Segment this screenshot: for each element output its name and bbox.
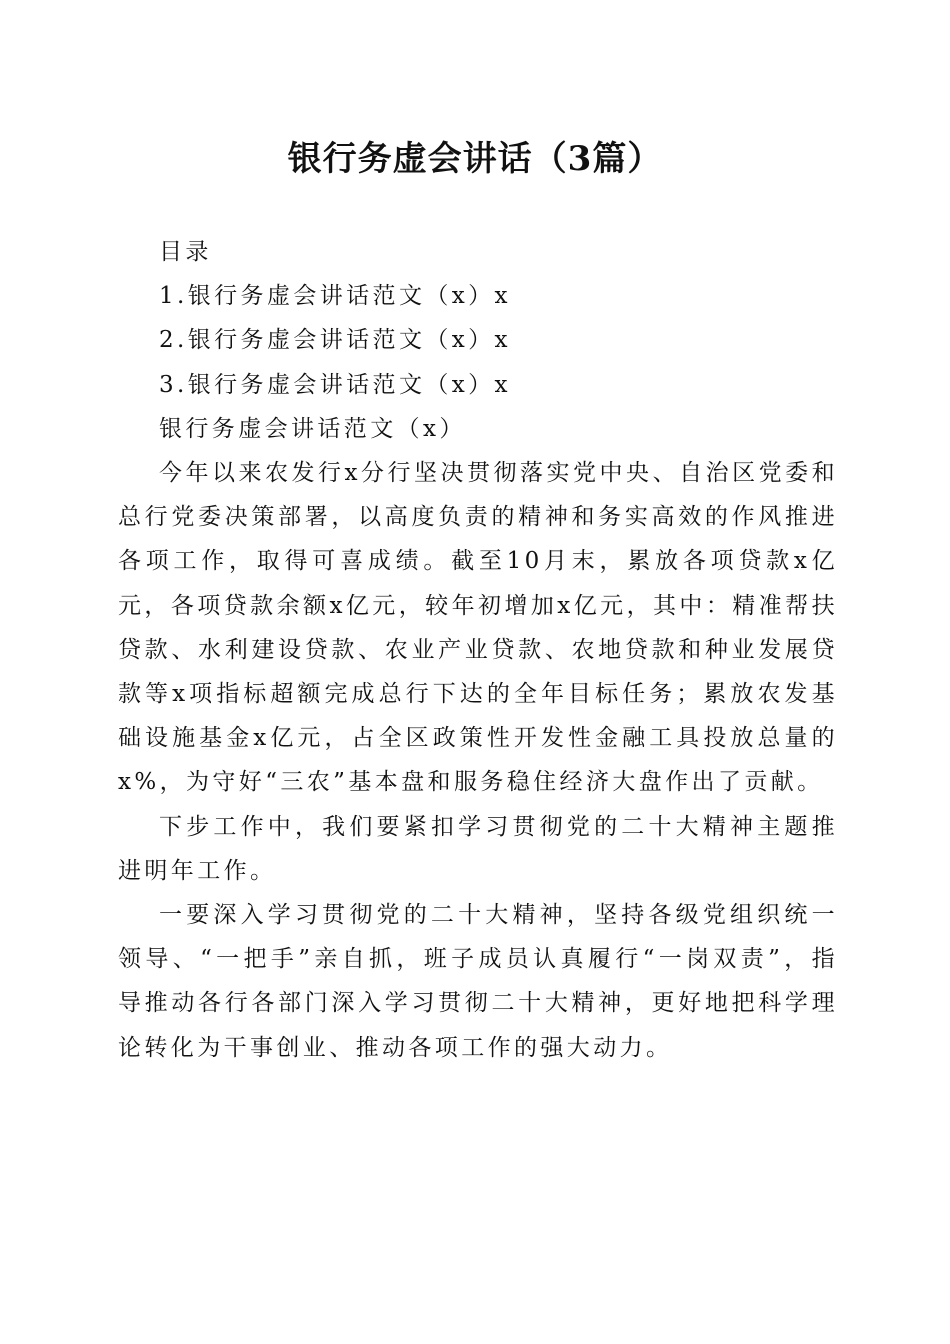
toc-heading: 目录 xyxy=(159,239,212,265)
document-body xyxy=(118,230,838,1070)
toc-item: 3.银行务虚会讲话范文（x）x xyxy=(159,371,511,398)
body-paragraph: 今年以来农发行x分行坚决贯彻落实党中央、自治区党委和总行党委决策部署，以高度负责的精神和务实高效的作风推进各项工作，取得可喜成绩。截至10月末，累放各项贷款x亿元，各项贷款余额x亿元，较年初增加x亿元，其中：精准帮扶贷款、水利建设贷款、农业产业贷款、农地贷款和种业发展贷款等x项指标超额完成总行下达的全年目标任务；累放农发基础设施基金x亿元，占全区政策性开发性金融工具投放总量的x%，为守好“三农”基本盘和服务稳住经济大盘作出了贡献。 xyxy=(118,460,838,796)
toc-item: 2.银行务虚会讲话范文（x）x xyxy=(159,327,511,354)
body-paragraph: 一要深入学习贯彻党的二十大精神，坚持各级党组织统一领导、“一把手”亲自抓，班子成员认真履行“一岗双责”，指导推动各行各部门深入学习贯彻二十大精神，更好地把科学理论转化为干事创业、推动各项工作的强大动力。 xyxy=(118,902,838,1061)
toc-item: 1.银行务虚会讲话范文（x）x xyxy=(159,283,511,310)
document-title: 银行务虚会讲话（3篇） xyxy=(287,139,663,179)
body-paragraph: 下步工作中，我们要紧扣学习贯彻党的二十大精神主题推进明年工作。 xyxy=(118,813,838,884)
section-heading: 银行务虚会讲话范文（x） xyxy=(159,415,466,442)
